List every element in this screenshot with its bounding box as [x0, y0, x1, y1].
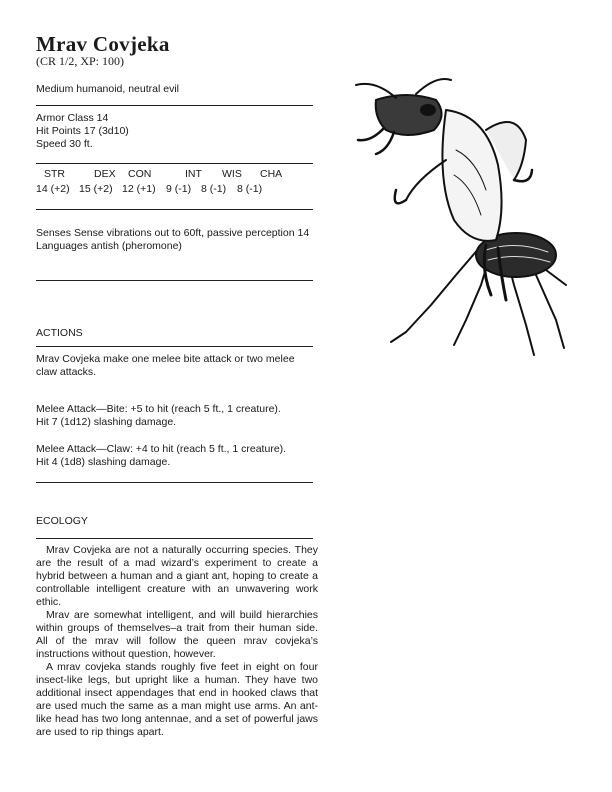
ability-header-int: INT — [185, 168, 202, 180]
claw-attack-line: Melee Attack—Claw: +4 to hit (reach 5 ft., 1 creature). — [36, 443, 287, 455]
ability-score-wis: 8 (-1) — [201, 183, 227, 195]
ecology-paragraph: Mrav Covjeka are not a naturally occurring species. They are the result of a mad wizard’s experiment to create a hybrid between a human and a giant ant, hoping to create a controllable intelligent creature with an unwavering work ethic. — [36, 544, 318, 608]
actions-heading: ACTIONS — [36, 327, 83, 339]
ecology-paragraph: A mrav covjeka stands roughly five feet in eight on four insect-like legs, but upright like a human. They have two additional insect appendages that end in hooked claws that are used much the same as a man might use arms. An ant-like head has two long antennae, and a set of powerful jaws are used to rip things apart. — [36, 661, 318, 738]
ability-scores — [36, 183, 306, 196]
divider — [36, 346, 313, 347]
actions-intro: Mrav Covjeka make one melee bite attack or two melee claw attacks. — [36, 353, 295, 378]
senses: Senses Sense vibrations out to 60ft, passive perception 14 — [36, 227, 310, 239]
creature-title: Mrav Covjeka — [36, 32, 170, 56]
divider — [36, 280, 313, 281]
challenge-rating: (CR 1/2, XP: 100) — [36, 54, 125, 68]
ability-header-con: CON — [128, 168, 152, 180]
ability-score-con: 12 (+1) — [122, 183, 156, 195]
ability-header-str: STR — [44, 168, 65, 180]
ecology-paragraph: Mrav are somewhat intelligent, and will build hierarchies within groups of themselves–a trait from their human side. All of the mrav will follow the queen mrav covjeka’s instructions without question, however. — [36, 609, 318, 660]
divider — [36, 482, 313, 483]
ability-headers — [36, 168, 306, 181]
ecology-text — [36, 544, 318, 739]
ecology-heading: ECOLOGY — [36, 515, 88, 527]
ability-header-cha: CHA — [260, 168, 283, 180]
ability-score-str: 14 (+2) — [36, 183, 70, 195]
hit-points: Hit Points 17 (3d10) — [36, 125, 129, 137]
bite-attack-line: Melee Attack—Bite: +5 to hit (reach 5 ft., 1 creature). — [36, 403, 281, 415]
armor-class: Armor Class 14 — [36, 112, 109, 124]
ability-score-int: 9 (-1) — [166, 183, 192, 195]
divider — [36, 163, 313, 164]
claw-damage-line: Hit 4 (1d8) slashing damage. — [36, 456, 171, 468]
ability-header-dex: DEX — [94, 168, 116, 180]
ability-score-dex: 15 (+2) — [79, 183, 113, 195]
divider — [36, 105, 313, 106]
ability-header-wis: WIS — [222, 168, 242, 180]
bite-damage-line: Hit 7 (1d12) slashing damage. — [36, 416, 177, 428]
divider — [36, 538, 313, 539]
creature-type: Medium humanoid, neutral evil — [36, 83, 179, 95]
speed: Speed 30 ft. — [36, 138, 93, 150]
languages: Languages antish (pheromone) — [36, 240, 182, 252]
ant-creature-illustration — [336, 70, 592, 370]
ability-score-cha: 8 (-1) — [237, 183, 263, 195]
divider — [36, 209, 313, 210]
